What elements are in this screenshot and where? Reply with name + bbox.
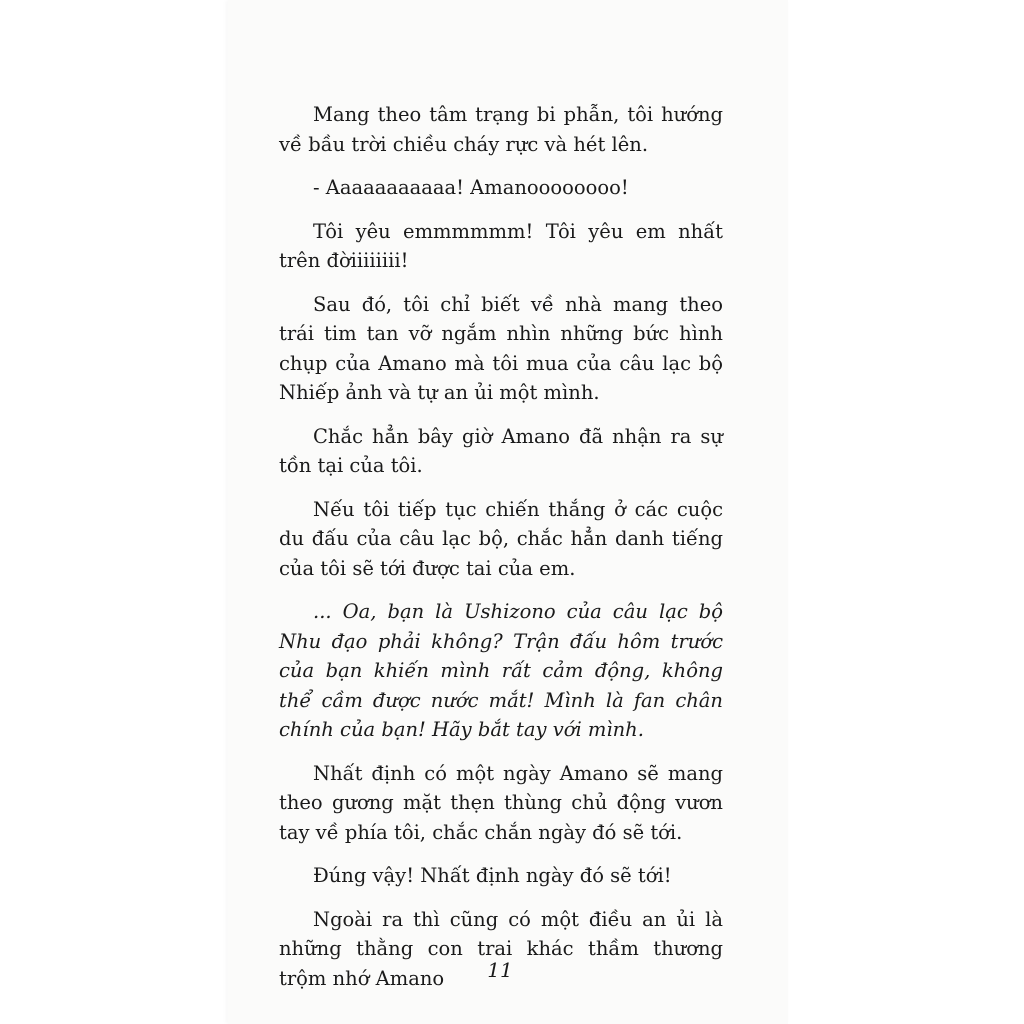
page-number: 11 <box>487 958 513 982</box>
paragraph-6: Nếu tôi tiếp tục chiến thắng ở các cuộc du đấu của câu lạc bộ, chắc hẳn danh tiếng của tôi sẽ tới được tai của em. <box>279 497 723 580</box>
paragraph-5: Chắc hẳn bây giờ Amano đã nhận ra sự tồn tại của tôi. <box>279 424 723 477</box>
page-body-text <box>279 100 723 1007</box>
paragraph-2: - Aaaaaaaaaaa! Amanoooooooo! <box>313 176 629 199</box>
paragraph-1: Mang theo tâm trạng bi phẫn, tôi hướng về bầu trời chiều cháy rực và hét lên. <box>279 103 723 156</box>
paragraph-4: Sau đó, tôi chỉ biết về nhà mang theo trái tim tan vỡ ngắm nhìn những bức hình chụp của Amano mà tôi mua của câu lạc bộ Nhiếp ảnh và tự an ủi một mình. <box>279 292 723 404</box>
paragraph-3: Tôi yêu emmmmmm! Tôi yêu em nhất trên đờiiiiiiii! <box>279 219 723 272</box>
paragraph-9: Đúng vậy! Nhất định ngày đó sẽ tới! <box>313 864 672 887</box>
paragraph-8: Nhất định có một ngày Amano sẽ mang theo gương mặt thẹn thùng chủ động vươn tay về phía tôi, chắc chắn ngày đó sẽ tới. <box>279 761 723 844</box>
paragraph-7-italic: ... Oa, bạn là Ushizono của câu lạc bộ Nhu đạo phải không? Trận đấu hôm trước của bạn khiến mình rất cảm động, không thể cầm được nước mắt! Mình là fan chân chính của bạn! Hãy bắt tay với mình. <box>279 600 723 741</box>
paragraph-10: Ngoài ra thì cũng có một điều an ủi là những thằng con trai khác thầm thương trộm nhớ Amano <box>279 907 723 990</box>
